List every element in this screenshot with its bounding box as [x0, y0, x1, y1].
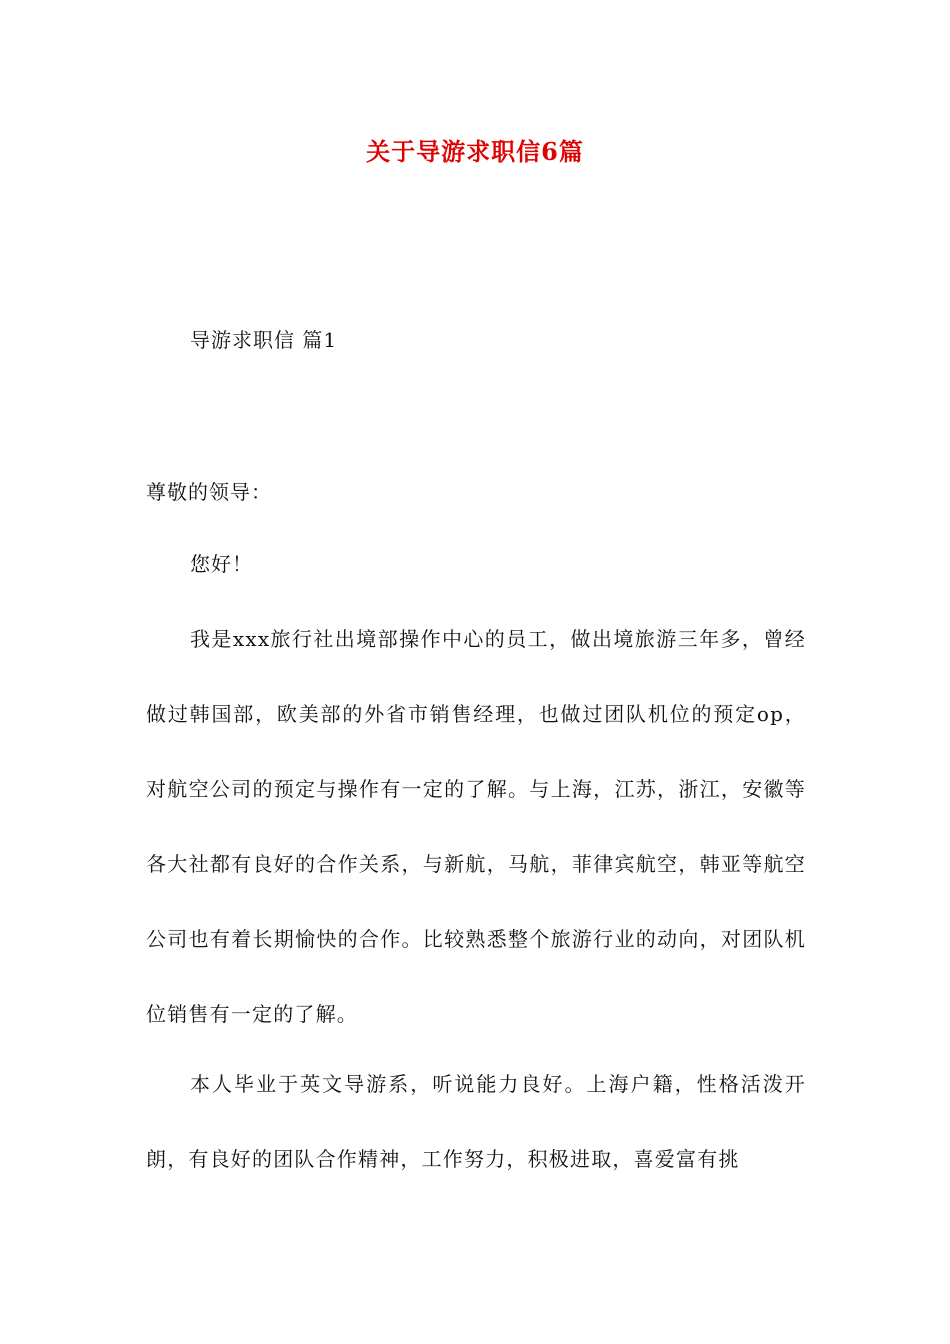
body-paragraph-2: 本人毕业于英文导游系，听说能力良好。上海户籍，性格活泼开朗，有良好的团队合作精神，工作努力，积极进取，喜爱富有挑 — [146, 1072, 806, 1171]
greeting: 您好！ — [190, 552, 253, 576]
document-title: 关于导游求职信6篇 — [366, 137, 584, 166]
salutation: 尊敬的领导： — [146, 480, 272, 504]
body-paragraph-1: 我是xxx旅行社出境部操作中心的员工，做出境旅游三年多，曾经做过韩国部，欧美部的外省市销售经理，也做过团队机位的预定op，对航空公司的预定与操作有一定的了解。与上海，江苏，浙江，安徽等各大社都有良好的合作关系，与新航，马航，菲律宾航空，韩亚等航空公司也有着长期愉快的合作。比较熟悉整个旅游行业的动向，对团队机位销售有一定的了解。 — [146, 627, 806, 1026]
section-heading: 导游求职信 篇1 — [190, 328, 338, 352]
